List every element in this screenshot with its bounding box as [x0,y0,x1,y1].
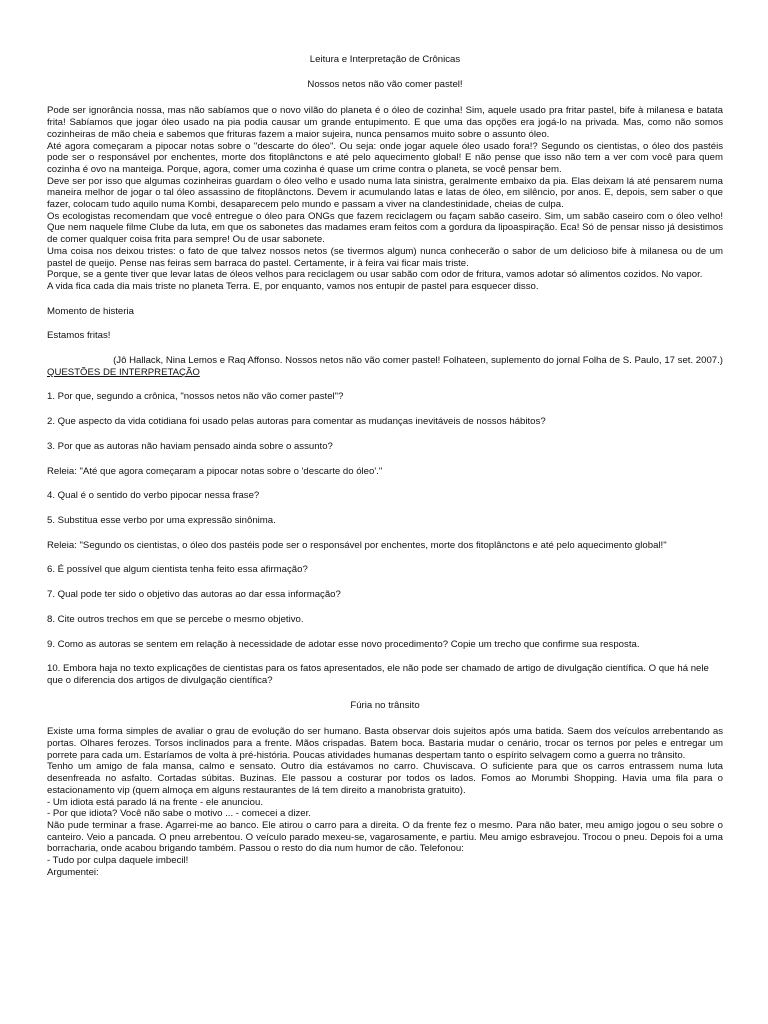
dialogue-line: - Tudo por culpa daquele imbecil! [47,855,189,867]
question-item: 5. Substitua esse verbo por uma expressão sinônima. [47,514,276,526]
dialogue-line: - Um idiota está parado lá na frente - ele anunciou. [47,796,263,808]
paragraph: A vida fica cada dia mais triste no planeta Terra. E, por enquanto, vamos nos entupir de pastel para esquecer disso. [47,280,539,292]
section-moment: Momento de histeria [47,305,134,317]
paragraph: Os ecologistas recomendam que você entregue o óleo para ONGs que fazem reciclagem ou façam sabão caseiro. Sim, um sabão caseiro com o óleo velho! Que nem naquele filme Clube da luta, em que os sabonetes das madames eram feitos com a gordura da lipoaspiração. Eca! Só de pensar nisso já desistimos de comer qualquer coisa frita para sempre! Ou de usar sabonete. [47,210,723,246]
question-item: 7. Qual pode ter sido o objetivo das autoras ao dar essa informação? [47,589,341,601]
paragraph: Pode ser ignorância nossa, mas não sabíamos que o novo vilão do planeta é o óleo de cozinha! Sim, aquele usado pra fritar pastel, bife à milanesa e batata frita! Sabíamos que jogar óleo usado na pia podia causar um grande entupimento. E que uma das opções era jogá-lo na privada. Mas, como não somos cozinheiras de mão cheia e sabemos que frituras fazem a maior sujeira, nunca pensamos muito sobre o assunto óleo. [47,105,723,140]
question-item: Releia: "Até que agora começaram a pipocar notas sobre o 'descarte do óleo'." [47,465,383,477]
question-item: 3. Por que as autoras não haviam pensado ainda sobre o assunto? [47,440,333,452]
section-fritas: Estamos fritas! [47,330,111,342]
paragraph: Tenho um amigo de fala mansa, calmo e sensato. Outro dia estávamos no carro. Chuviscava. O suficiente para que os carros entrassem numa luta desenfreada no asfalto. Cortadas súbitas. Buzinas. Ele passou a costurar por todos os lados. Fomos ao Morumbi Shopping. Havia uma fila para o estacionamento vip (quem almoça em alguns restaurantes de lá tem direito a manobrista gratuito). [47,761,723,796]
paragraph: Existe uma forma simples de avaliar o grau de evolução do ser humano. Basta observar dois sujeitos após uma batida. Saem dos veículos arrebentando as portas. Olhares ferozes. Torsos inclinados para a frente. Mãos crispadas. Batem boca. Bastaria mudar o cenário, trocar os ternos por peles e entregar um porrete para cada um. Estaríamos de volta à pré-história. Poucas atividades humanas despertam tanto o espírito selvagem como a guerra no trânsito. [47,726,723,761]
paragraph: Deve ser por isso que algumas cozinheiras guardam o óleo velho e usado numa lata sinistra, geralmente embaixo da pia. Elas deixam lá até pensarem numa maneira melhor de jogar o tal óleo assassino de fitoplânctons. Devem ir acumulando latas e latas de óleo, em silêncio, por anos. E, depois, sem saber o que fazer, colocam tudo aquilo numa Kombi, desaparecem pelo mundo e passam a viver na clandestinidade, cheias de culpa. [47,175,723,211]
paragraph: Porque, se a gente tiver que levar latas de óleos velhos para reciclagem ou usar sabão com odor de fritura, vamos adotar só alimentos cozidos. No vapor. [47,269,703,281]
paragraph: Não pude terminar a frase. Agarrei-me ao banco. Ele atirou o carro para a direita. O da frente fez o mesmo. Para não bater, meu amigo jogou o seu sobre o canteiro. Veio a pancada. O pneu arrebentou. O veículo parado mexeu-se, vagarosamente, e partiu. Meu amigo esbravejou. Trocou o pneu. Depois foi a uma borracharia, onde acabou brigando também. Passou o resto do dia num humor de cão. Telefonou: [47,819,723,855]
question-item: Releia: "Segundo os cientistas, o óleo dos pastéis pode ser o responsável por enchentes, morte dos fitoplânctons e até pelo aquecimento global!" [47,539,667,551]
dialogue-line: - Por que idiota? Você não sabe o motivo ... - comecei a dizer. [47,808,311,820]
question-item: 4. Qual é o sentido do verbo pipocar nessa frase? [47,490,260,502]
document-page [47,54,723,878]
paragraph: Até agora começaram a pipocar notas sobre o "descarte do óleo". Ou seja: onde jogar aquele óleo usado fora!? Segundo os cientistas, o óleo dos pastéis pode ser o responsável por enchentes, morte dos fitoplânctons e até pelo aquecimento global! E não pense que isso não tem a ver com você para quem cozinha é ovo na manteiga. Porque, agora, comer uma cozinha é quase um crime contra o planeta, se você pensar bem. [47,140,723,175]
question-item: 6. É possível que algum cientista tenha feito essa afirmação? [47,564,308,576]
question-item: 2. Que aspecto da vida cotidiana foi usado pelas autoras para comentar as mudanças inevitáveis de nossos hábitos? [47,416,546,428]
paragraph: Uma coisa nos deixou tristes: o fato de que talvez nossos netos (se tivermos algum) nunca conhecerão o sabor de um delicioso bife à milanesa ou de um pastel de queijo. Pense nas feiras sem barraca do pastel. Certamente, ir à feira vai ficar mais triste. [47,245,723,269]
question-item: 10. Embora haja no texto explicações de cientistas para os fatos apresentados, ele não pode ser chamado de artigo de divulgação científica. O que há nele que o diferencia dos artigos de divulgação científica? [47,663,709,686]
question-item: 9. Como as autoras se sentem em relação à necessidade de adotar esse novo procedimento? Copie um trecho que confirme sua resposta. [47,638,640,650]
question-item: 8. Cite outros trechos em que se percebe o mesmo objetivo. [47,613,304,625]
chronicle-title-2: Fúria no trânsito [350,699,420,711]
chronicle-title: Nossos netos não vão comer pastel! [307,78,463,90]
questions-title: QUESTÕES DE INTERPRETAÇÃO [47,366,200,378]
paragraph: Argumentei: [47,866,99,878]
reference-citation: (Jô Hallack, Nina Lemos e Raq Affonso. Nossos netos não vão comer pastel! Folhateen, suplemento do jornal Folha de S. Paulo, 17 set. 2007.) [113,355,723,367]
document-header: Leitura e Interpretação de Crônicas [309,54,461,65]
question-item: 1. Por que, segundo a crônica, "nossos netos não vão comer pastel"? [47,391,344,403]
